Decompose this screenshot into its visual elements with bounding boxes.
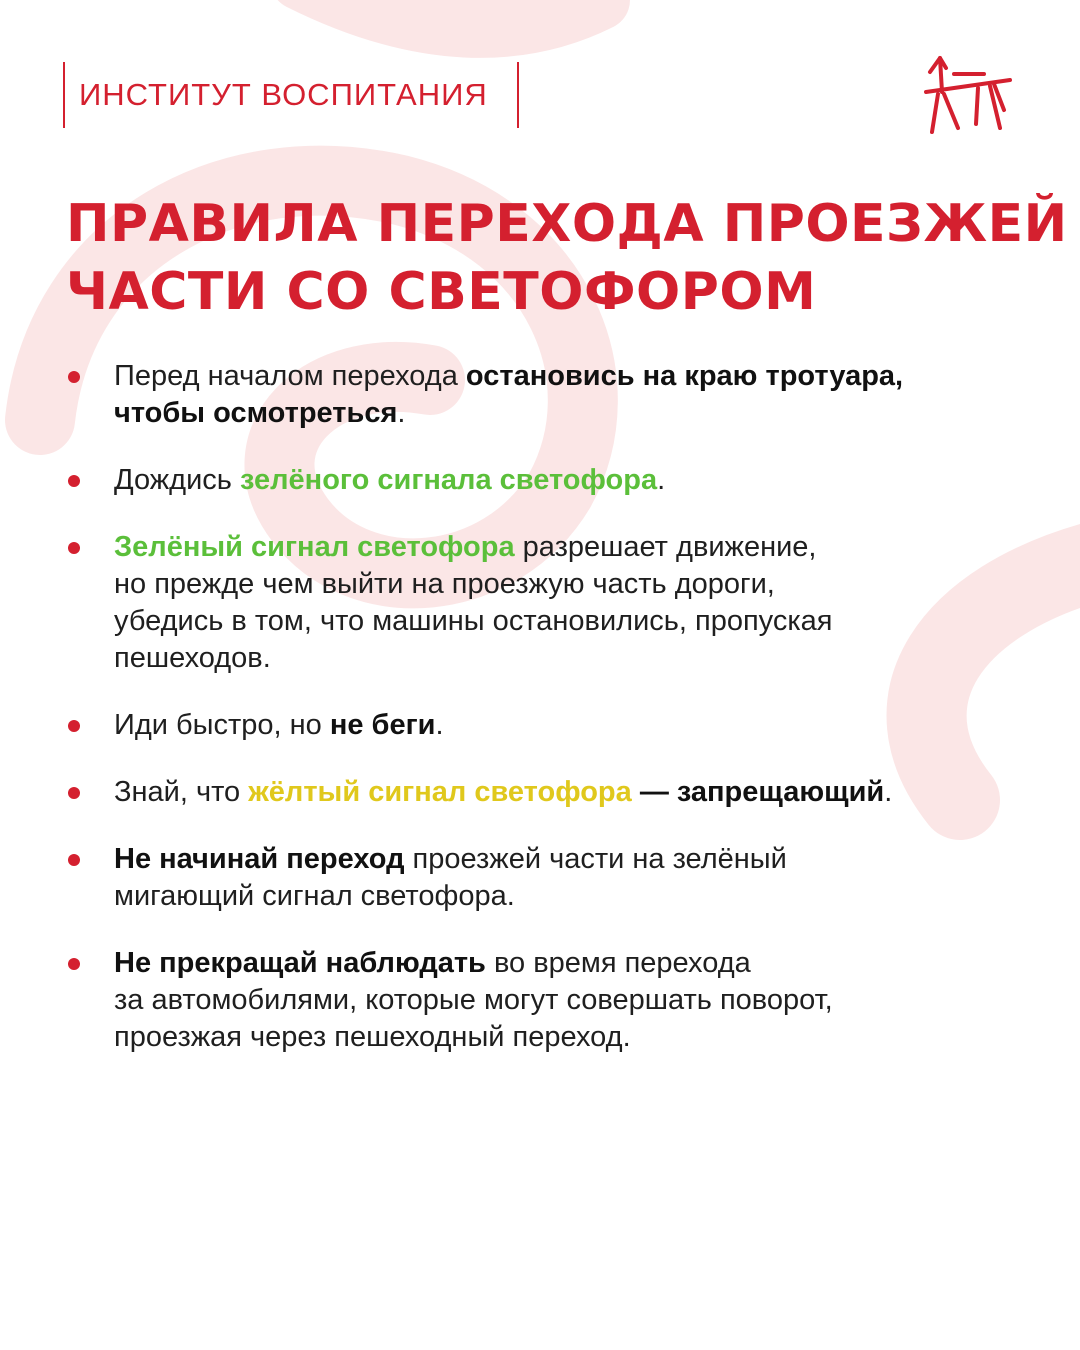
brand-frame (63, 62, 519, 128)
rule-text: разрешает движение, (514, 531, 817, 563)
bullet-dot-icon (68, 787, 80, 799)
rule-text: за автомобилями, которые могут совершать поворот, (114, 984, 833, 1016)
horse-logo-icon (918, 50, 1018, 140)
rule-text: проезжей части на зелёный (404, 843, 787, 875)
bullet-dot-icon (68, 720, 80, 732)
rule-text: . (397, 397, 406, 429)
title-line-1: ПРАВИЛА ПЕРЕХОДА ПРОЕЗЖЕЙ (66, 194, 1068, 254)
rule-yellow-highlight: жёлтый сигнал светофора (248, 776, 632, 808)
rule-text: проезжая через пешеходный переход. (114, 1021, 631, 1053)
rule-text: Перед началом перехода (114, 360, 466, 392)
page-title (66, 190, 1068, 326)
rule-text: во время перехода (485, 947, 751, 979)
rule-text: пешеходов. (114, 642, 271, 674)
rule-item (66, 841, 1016, 915)
rules-list (66, 358, 1016, 1086)
rule-text: но прежде чем выйти на проезжую часть дороги, (114, 568, 775, 600)
bullet-dot-icon (68, 371, 80, 383)
rule-green-highlight: зелёного сигнала светофора (239, 464, 658, 496)
rule-bold-text: остановись на краю тротуара, (465, 360, 904, 392)
rule-text: Знай, что (114, 776, 249, 808)
rule-item (66, 707, 1016, 744)
bullet-dot-icon (68, 854, 80, 866)
rule-bold-text: Не прекращай наблюдать (114, 947, 486, 979)
rule-text: убедись в том, что машины остановились, пропуская (114, 605, 833, 637)
rule-text: Дождись (114, 464, 240, 496)
bullet-dot-icon (68, 958, 80, 970)
rule-bold-text: чтобы осмотреться (114, 397, 398, 429)
rule-green-highlight: Зелёный сигнал светофора (114, 531, 515, 563)
rule-text: . (657, 464, 666, 496)
rule-text: . (435, 709, 444, 741)
title-line-2: ЧАСТИ СО СВЕТОФОРОМ (66, 262, 817, 322)
rule-item (66, 774, 1016, 811)
rule-text: мигающий сигнал светофора. (114, 880, 515, 912)
bullet-dot-icon (68, 542, 80, 554)
rule-text: Иди быстро, но (114, 709, 330, 741)
rule-item (66, 462, 1016, 499)
rule-item (66, 358, 1016, 432)
rule-text: . (884, 776, 893, 808)
rule-bold-text: не беги (329, 709, 436, 741)
rule-item (66, 945, 1016, 1056)
bullet-dot-icon (68, 475, 80, 487)
rule-bold-text: — запрещающий (631, 776, 885, 808)
rule-item (66, 529, 1016, 677)
brand-name: ИНСТИТУТ ВОСПИТАНИЯ (79, 77, 488, 112)
rule-bold-text: Не начинай переход (114, 843, 405, 875)
